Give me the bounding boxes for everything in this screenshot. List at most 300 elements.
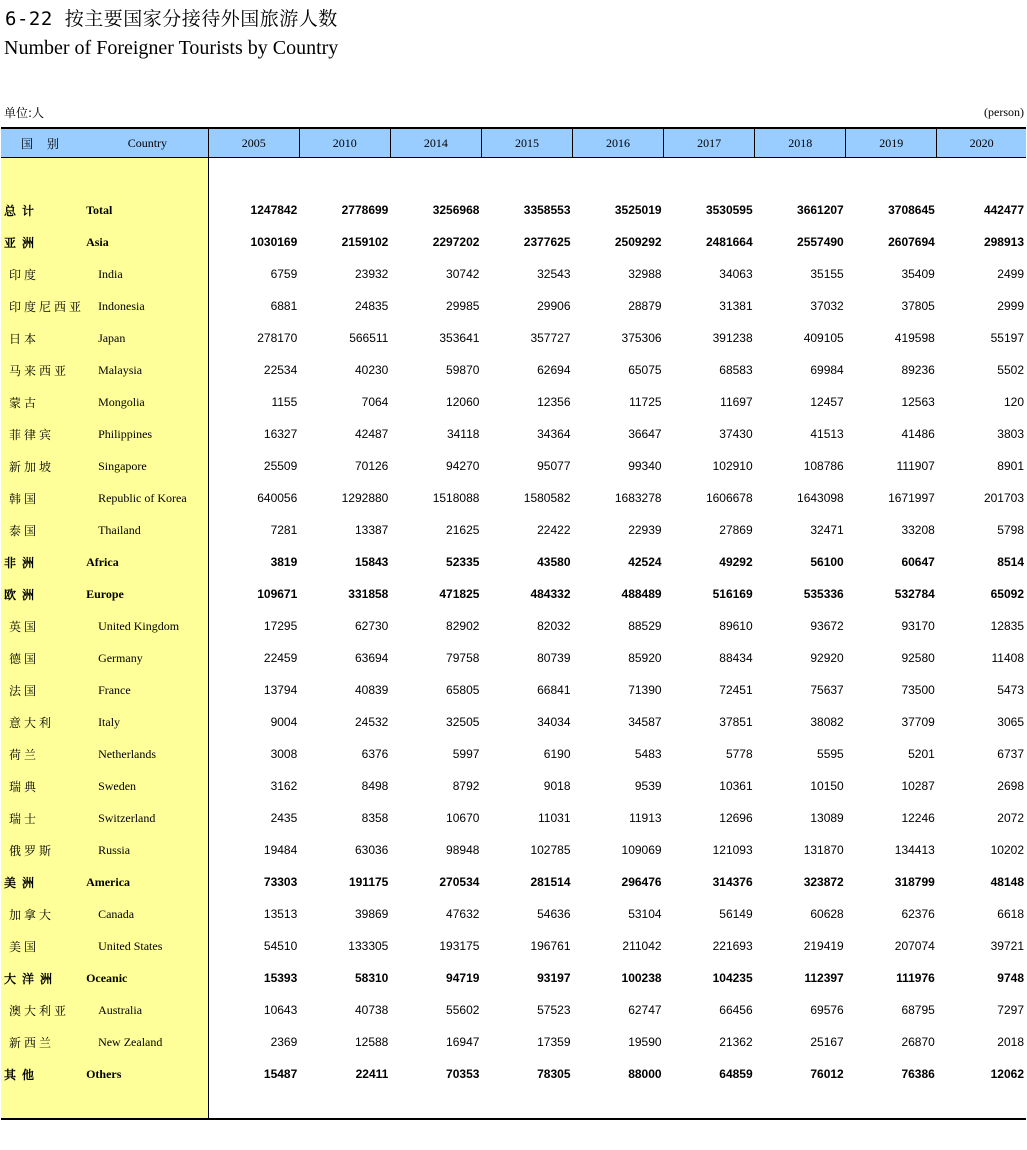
- value-cell: 34587: [628, 715, 662, 729]
- value-cell: 8358: [361, 811, 389, 825]
- value-cell: 7297: [997, 1003, 1024, 1017]
- value-cell: 28879: [628, 299, 662, 313]
- value-cell: 26870: [901, 1035, 935, 1049]
- value-cell: 62747: [628, 1003, 662, 1017]
- value-cell: 24532: [354, 715, 389, 729]
- value-cell: 22459: [263, 651, 298, 665]
- row-label-chinese: 新加坡: [1, 450, 77, 482]
- table-header: [1, 128, 1026, 158]
- value-cell: 278170: [257, 331, 298, 345]
- table-row-country: [1, 322, 1026, 354]
- value-cell: 30742: [446, 267, 480, 281]
- value-cell: 93170: [901, 619, 935, 633]
- row-label-english: United Kingdom: [77, 610, 208, 642]
- value-cell: 34118: [446, 427, 480, 441]
- table-row-country: [1, 834, 1026, 866]
- spacer-row: [1, 1090, 1026, 1119]
- value-cell: 13794: [263, 683, 298, 697]
- value-cell: 12588: [354, 1035, 389, 1049]
- value-cell: 64859: [719, 1067, 753, 1081]
- value-cell: 94719: [446, 971, 480, 985]
- value-cell: 31381: [719, 299, 753, 313]
- value-cell: 29906: [537, 299, 571, 313]
- value-cell: 11913: [629, 811, 662, 825]
- value-cell: 5997: [452, 747, 480, 761]
- value-cell: 111907: [896, 459, 935, 473]
- value-cell: 12696: [719, 811, 753, 825]
- value-cell: 19484: [263, 843, 298, 857]
- header-year: 2015: [481, 128, 572, 158]
- value-cell: 409105: [803, 331, 844, 345]
- value-cell: 419598: [894, 331, 935, 345]
- row-label-english: America: [77, 866, 208, 898]
- value-cell: 6737: [997, 747, 1024, 761]
- value-cell: 82032: [537, 619, 571, 633]
- value-cell: 72451: [719, 683, 753, 697]
- value-cell: 1643098: [797, 491, 844, 505]
- value-cell: 12060: [446, 395, 480, 409]
- value-cell: 56100: [810, 555, 844, 569]
- row-label-chinese: 瑞士: [1, 802, 77, 834]
- value-cell: 42524: [628, 555, 662, 569]
- value-cell: 2557490: [797, 235, 844, 249]
- value-cell: 80739: [537, 651, 571, 665]
- value-cell: 24835: [354, 299, 389, 313]
- value-cell: 331858: [348, 587, 389, 601]
- row-label-chinese: 德国: [1, 642, 77, 674]
- value-cell: 7281: [270, 523, 298, 537]
- value-cell: 111976: [896, 971, 935, 985]
- row-label-chinese: 马来西亚: [1, 354, 77, 386]
- value-cell: 76012: [810, 1067, 844, 1081]
- value-cell: 442477: [983, 203, 1024, 217]
- value-cell: 133305: [348, 939, 389, 953]
- value-cell: 75637: [810, 683, 844, 697]
- value-cell: 82902: [446, 619, 480, 633]
- value-cell: 37709: [901, 715, 935, 729]
- value-cell: 89236: [901, 363, 935, 377]
- value-cell: 10643: [263, 1003, 298, 1017]
- value-cell: 41513: [810, 427, 844, 441]
- value-cell: 134413: [894, 843, 935, 857]
- row-label-english: Republic of Korea: [77, 482, 208, 514]
- table-row-country: [1, 898, 1026, 930]
- value-cell: 16327: [263, 427, 298, 441]
- value-cell: 109671: [257, 587, 298, 601]
- value-cell: 2698: [997, 779, 1024, 793]
- row-label-chinese: 俄罗斯: [1, 834, 77, 866]
- value-cell: 8792: [452, 779, 480, 793]
- value-cell: 6759: [270, 267, 298, 281]
- value-cell: 9018: [543, 779, 571, 793]
- value-cell: 78305: [537, 1067, 571, 1081]
- value-cell: 11725: [629, 395, 662, 409]
- value-cell: 2369: [270, 1035, 298, 1049]
- value-cell: 49292: [719, 555, 753, 569]
- value-cell: 219419: [803, 939, 844, 953]
- value-cell: 2999: [997, 299, 1024, 313]
- value-cell: 1155: [271, 395, 298, 409]
- value-cell: 32988: [628, 267, 662, 281]
- row-label-chinese: 荷兰: [1, 738, 77, 770]
- value-cell: 318799: [894, 875, 935, 889]
- table-row-country: [1, 770, 1026, 802]
- value-cell: 54510: [263, 939, 298, 953]
- value-cell: 298913: [983, 235, 1024, 249]
- row-label-english: Canada: [77, 898, 208, 930]
- value-cell: 34063: [719, 267, 753, 281]
- value-cell: 23932: [354, 267, 389, 281]
- value-cell: 131870: [803, 843, 844, 857]
- table-row-region: [1, 578, 1026, 610]
- row-label-chinese: 菲律宾: [1, 418, 77, 450]
- value-cell: 68583: [719, 363, 753, 377]
- value-cell: 92920: [810, 651, 844, 665]
- value-cell: 88000: [628, 1067, 662, 1081]
- value-cell: 36647: [628, 427, 662, 441]
- row-label-english: Australia: [77, 994, 208, 1026]
- value-cell: 281514: [530, 875, 571, 889]
- row-label-english: France: [77, 674, 208, 706]
- value-cell: 32505: [446, 715, 480, 729]
- row-label-chinese: 英国: [1, 610, 77, 642]
- table-title-english: Number of Foreigner Tourists by Country: [4, 37, 339, 59]
- value-cell: 56149: [719, 907, 753, 921]
- value-cell: 19590: [628, 1035, 662, 1049]
- row-label-english: Oceanic: [77, 962, 208, 994]
- value-cell: 40839: [354, 683, 389, 697]
- row-label-chinese: 印度尼西亚: [1, 290, 77, 322]
- value-cell: 41486: [901, 427, 935, 441]
- value-cell: 34034: [537, 715, 571, 729]
- row-label-chinese: 加拿大: [1, 898, 77, 930]
- value-cell: 566511: [349, 331, 389, 345]
- value-cell: 32543: [537, 267, 571, 281]
- value-cell: 375306: [621, 331, 662, 345]
- value-cell: 532784: [894, 587, 935, 601]
- header-year: 2016: [573, 128, 664, 158]
- value-cell: 357727: [530, 331, 571, 345]
- row-label-chinese: 韩国: [1, 482, 77, 514]
- value-cell: 196761: [530, 939, 571, 953]
- value-cell: 640056: [257, 491, 298, 505]
- value-cell: 5502: [997, 363, 1024, 377]
- value-cell: 11031: [538, 811, 571, 825]
- value-cell: 1030169: [250, 235, 298, 249]
- row-label-chinese: 印度: [1, 258, 77, 290]
- value-cell: 2778699: [341, 203, 389, 217]
- value-cell: 3162: [270, 779, 298, 793]
- row-label-english: Mongolia: [77, 386, 208, 418]
- value-cell: 94270: [446, 459, 480, 473]
- table-body: [1, 158, 1026, 1120]
- value-cell: 5483: [634, 747, 662, 761]
- value-cell: 516169: [712, 587, 753, 601]
- row-label-chinese: 瑞典: [1, 770, 77, 802]
- value-cell: 5778: [725, 747, 753, 761]
- value-cell: 27869: [719, 523, 753, 537]
- value-cell: 39869: [354, 907, 389, 921]
- value-cell: 43580: [537, 555, 571, 569]
- value-cell: 12062: [990, 1067, 1024, 1081]
- value-cell: 8514: [997, 555, 1024, 569]
- table-title-chinese: 6-22 按主要国家分接待外国旅游人数: [5, 8, 338, 30]
- value-cell: 391238: [712, 331, 753, 345]
- value-cell: 15843: [354, 555, 389, 569]
- header-year: 2019: [846, 128, 937, 158]
- row-label-chinese: 意大利: [1, 706, 77, 738]
- value-cell: 59870: [446, 363, 480, 377]
- row-label-english: Others: [77, 1058, 208, 1090]
- value-cell: 104235: [712, 971, 753, 985]
- value-cell: 98948: [446, 843, 480, 857]
- value-cell: 40230: [354, 363, 389, 377]
- value-cell: 70126: [354, 459, 389, 473]
- row-label-english: Philippines: [77, 418, 208, 450]
- value-cell: 65092: [990, 587, 1024, 601]
- value-cell: 2481664: [705, 235, 753, 249]
- value-cell: 39721: [990, 939, 1024, 953]
- value-cell: 21362: [719, 1035, 753, 1049]
- value-cell: 53104: [628, 907, 662, 921]
- row-label-english: Japan: [77, 322, 208, 354]
- value-cell: 10150: [810, 779, 844, 793]
- table-row-country: [1, 994, 1026, 1026]
- value-cell: 37032: [810, 299, 844, 313]
- value-cell: 88529: [628, 619, 662, 633]
- value-cell: 33208: [901, 523, 935, 537]
- table-row-country: [1, 642, 1026, 674]
- value-cell: 1606678: [705, 491, 753, 505]
- value-cell: 12356: [537, 395, 571, 409]
- table-row-country: [1, 290, 1026, 322]
- header-country-chinese: 国别: [1, 128, 77, 158]
- value-cell: 21625: [446, 523, 480, 537]
- value-cell: 207074: [894, 939, 935, 953]
- value-cell: 35155: [810, 267, 844, 281]
- value-cell: 88434: [719, 651, 753, 665]
- value-cell: 3530595: [705, 203, 753, 217]
- value-cell: 353641: [439, 331, 480, 345]
- value-cell: 15393: [263, 971, 298, 985]
- value-cell: 15487: [263, 1067, 298, 1081]
- row-label-chinese: 法国: [1, 674, 77, 706]
- value-cell: 37851: [719, 715, 753, 729]
- value-cell: 3008: [270, 747, 298, 761]
- value-cell: 3819: [270, 555, 298, 569]
- value-cell: 29985: [446, 299, 480, 313]
- value-cell: 108786: [803, 459, 844, 473]
- value-cell: 85920: [628, 651, 662, 665]
- value-cell: 76386: [901, 1067, 935, 1081]
- value-cell: 37805: [901, 299, 935, 313]
- value-cell: 52335: [446, 555, 480, 569]
- value-cell: 55197: [990, 331, 1024, 345]
- value-cell: 296476: [621, 875, 662, 889]
- value-cell: 66456: [719, 1003, 753, 1017]
- value-cell: 102910: [712, 459, 753, 473]
- header-year: 2017: [664, 128, 755, 158]
- value-cell: 13513: [263, 907, 298, 921]
- value-cell: 22939: [628, 523, 662, 537]
- value-cell: 17295: [263, 619, 298, 633]
- value-cell: 3661207: [797, 203, 844, 217]
- value-cell: 10202: [990, 843, 1024, 857]
- value-cell: 63036: [354, 843, 389, 857]
- value-cell: 69984: [810, 363, 844, 377]
- row-label-chinese: 泰国: [1, 514, 77, 546]
- value-cell: 112397: [804, 971, 844, 985]
- value-cell: 221693: [712, 939, 753, 953]
- value-cell: 35409: [901, 267, 935, 281]
- value-cell: 5201: [908, 747, 935, 761]
- value-cell: 10670: [446, 811, 480, 825]
- value-cell: 40738: [354, 1003, 389, 1017]
- value-cell: 65075: [628, 363, 662, 377]
- value-cell: 2509292: [614, 235, 662, 249]
- value-cell: 471825: [439, 587, 480, 601]
- value-cell: 2159102: [341, 235, 389, 249]
- value-cell: 16947: [446, 1035, 480, 1049]
- table-row-country: [1, 258, 1026, 290]
- header-country-english: Country: [77, 128, 208, 158]
- unit-label-chinese: 单位:人: [4, 106, 45, 120]
- value-cell: 488489: [621, 587, 662, 601]
- value-cell: 9748: [997, 971, 1024, 985]
- value-cell: 69576: [810, 1003, 844, 1017]
- value-cell: 79758: [446, 651, 480, 665]
- row-label-english: United States: [77, 930, 208, 962]
- value-cell: 62376: [901, 907, 935, 921]
- value-cell: 191175: [348, 875, 389, 889]
- table-row-country: [1, 1026, 1026, 1058]
- row-label-chinese: 美国: [1, 930, 77, 962]
- row-label-english: Russia: [77, 834, 208, 866]
- value-cell: 70353: [446, 1067, 480, 1081]
- row-label-english: Thailand: [77, 514, 208, 546]
- value-cell: 109069: [621, 843, 662, 857]
- value-cell: 62730: [354, 619, 389, 633]
- row-label-english: Germany: [77, 642, 208, 674]
- value-cell: 73500: [901, 683, 935, 697]
- value-cell: 120: [1003, 395, 1024, 409]
- value-cell: 63694: [354, 651, 389, 665]
- value-cell: 89610: [719, 619, 753, 633]
- row-label-chinese: 澳大利亚: [1, 994, 77, 1026]
- value-cell: 1247842: [250, 203, 298, 217]
- value-cell: 42487: [354, 427, 389, 441]
- value-cell: 7064: [361, 395, 389, 409]
- row-label-english: Asia: [77, 226, 208, 258]
- row-label-english: Europe: [77, 578, 208, 610]
- value-cell: 8498: [361, 779, 389, 793]
- value-cell: 48148: [990, 875, 1024, 889]
- table-row-region: [1, 226, 1026, 258]
- spacer-row: [1, 158, 1026, 195]
- header-year: 2005: [208, 128, 299, 158]
- row-label-english: Malaysia: [77, 354, 208, 386]
- value-cell: 17359: [537, 1035, 571, 1049]
- value-cell: 25509: [263, 459, 298, 473]
- value-cell: 12246: [901, 811, 935, 825]
- value-cell: 2072: [997, 811, 1024, 825]
- row-label-chinese: 新西兰: [1, 1026, 77, 1058]
- header-year: 2018: [755, 128, 846, 158]
- value-cell: 3708645: [888, 203, 935, 217]
- value-cell: 2377625: [523, 235, 571, 249]
- value-cell: 12563: [901, 395, 935, 409]
- value-cell: 6618: [997, 907, 1024, 921]
- row-label-english: Singapore: [77, 450, 208, 482]
- header-year: 2010: [299, 128, 390, 158]
- value-cell: 93197: [537, 971, 571, 985]
- value-cell: 2607694: [888, 235, 935, 249]
- table-row-country: [1, 450, 1026, 482]
- value-cell: 9539: [634, 779, 662, 793]
- value-cell: 11408: [991, 651, 1024, 665]
- value-cell: 6376: [361, 747, 389, 761]
- value-cell: 54636: [537, 907, 571, 921]
- value-cell: 93672: [810, 619, 844, 633]
- row-label-english: Switzerland: [77, 802, 208, 834]
- table-row-region: [1, 866, 1026, 898]
- value-cell: 37430: [719, 427, 753, 441]
- value-cell: 1292880: [341, 491, 389, 505]
- value-cell: 3525019: [614, 203, 662, 217]
- value-cell: 3358553: [523, 203, 571, 217]
- value-cell: 38082: [810, 715, 844, 729]
- value-cell: 3256968: [432, 203, 480, 217]
- value-cell: 211042: [622, 939, 662, 953]
- value-cell: 22534: [263, 363, 298, 377]
- row-label-english: Italy: [77, 706, 208, 738]
- value-cell: 314376: [712, 875, 753, 889]
- value-cell: 6881: [270, 299, 298, 313]
- value-cell: 100238: [621, 971, 662, 985]
- value-cell: 34364: [537, 427, 571, 441]
- value-cell: 1518088: [432, 491, 480, 505]
- unit-label-english: (person): [984, 105, 1024, 119]
- value-cell: 5473: [997, 683, 1024, 697]
- row-label-chinese: 日本: [1, 322, 77, 354]
- table-row-country: [1, 514, 1026, 546]
- tourists-by-country-table: [1, 127, 1026, 1120]
- table-row-country: [1, 930, 1026, 962]
- row-label-chinese: 其他: [1, 1058, 77, 1090]
- value-cell: 484332: [530, 587, 571, 601]
- value-cell: 2435: [270, 811, 298, 825]
- table-row-country: [1, 354, 1026, 386]
- value-cell: 6190: [543, 747, 571, 761]
- value-cell: 95077: [537, 459, 571, 473]
- row-label-english: Sweden: [77, 770, 208, 802]
- row-label-chinese: 总计: [1, 194, 77, 226]
- row-label-english: Total: [77, 194, 208, 226]
- row-label-english: India: [77, 258, 208, 290]
- value-cell: 1671997: [888, 491, 935, 505]
- value-cell: 73303: [263, 875, 298, 889]
- table-row-region: [1, 546, 1026, 578]
- value-cell: 121093: [712, 843, 753, 857]
- row-label-english: Indonesia: [77, 290, 208, 322]
- value-cell: 3065: [997, 715, 1024, 729]
- table-row-country: [1, 802, 1026, 834]
- value-cell: 99340: [628, 459, 662, 473]
- value-cell: 60628: [810, 907, 844, 921]
- table-row-region: [1, 194, 1026, 226]
- row-label-chinese: 蒙古: [1, 386, 77, 418]
- header-year: 2020: [937, 128, 1026, 158]
